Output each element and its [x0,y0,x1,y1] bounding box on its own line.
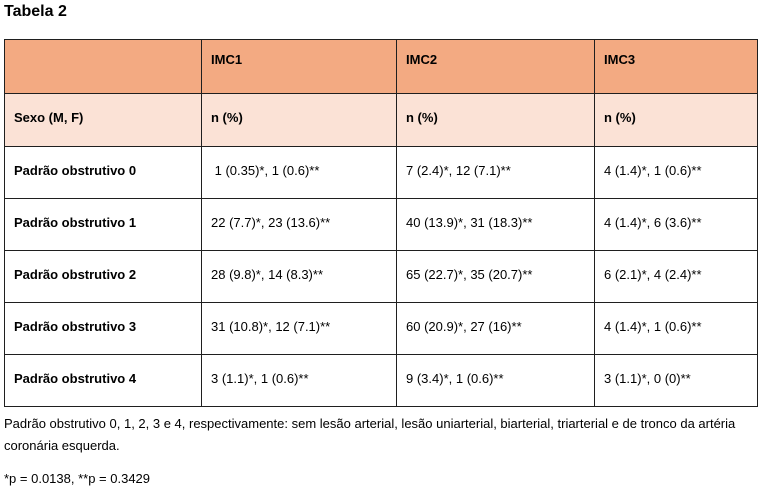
table-cell: 31 (10.8)*, 12 (7.1)** [202,303,397,355]
row-label: Padrão obstrutivo 4 [5,355,202,407]
table-subheader-row [5,94,758,147]
header-cell-imc3: IMC3 [595,40,758,94]
header-cell-imc2: IMC2 [397,40,595,94]
table-row [5,303,758,355]
table-cell: 3 (1.1)*, 1 (0.6)** [202,355,397,407]
table-cell: 4 (1.4)*, 6 (3.6)** [595,199,758,251]
table-cell: 28 (9.8)*, 14 (8.3)** [202,251,397,303]
table-cell: 4 (1.4)*, 1 (0.6)** [595,147,758,199]
table-cell: 4 (1.4)*, 1 (0.6)** [595,303,758,355]
row-label: Padrão obstrutivo 0 [5,147,202,199]
table-cell: 60 (20.9)*, 27 (16)** [397,303,595,355]
p-values-note: *p = 0.0138, **p = 0.3429 [4,471,151,486]
table-row [5,147,758,199]
table-header-row [5,40,758,94]
table-title: Tabela 2 [4,3,67,20]
table-row [5,251,758,303]
table-cell: 6 (2.1)*, 4 (2.4)** [595,251,758,303]
header-cell-imc1: IMC1 [202,40,397,94]
table-cell: 3 (1.1)*, 0 (0)** [595,355,758,407]
table-cell: 22 (7.7)*, 23 (13.6)** [202,199,397,251]
subheader-cell-sex: Sexo (M, F) [5,94,202,147]
table-cell: 40 (13.9)*, 31 (18.3)** [397,199,595,251]
table-cell: 7 (2.4)*, 12 (7.1)** [397,147,595,199]
header-cell-empty [5,40,202,94]
subheader-cell-imc2: n (%) [397,94,595,147]
table-cell: 65 (22.7)*, 35 (20.7)** [397,251,595,303]
data-table [4,39,758,407]
row-label: Padrão obstrutivo 2 [5,251,202,303]
row-label: Padrão obstrutivo 1 [5,199,202,251]
table-cell: 1 (0.35)*, 1 (0.6)** [202,147,397,199]
subheader-cell-imc3: n (%) [595,94,758,147]
table-cell: 9 (3.4)*, 1 (0.6)** [397,355,595,407]
subheader-cell-imc1: n (%) [202,94,397,147]
row-label: Padrão obstrutivo 3 [5,303,202,355]
table-row [5,355,758,407]
table-footnote: Padrão obstrutivo 0, 1, 2, 3 e 4, respectivamente: sem lesão arterial, lesão uniarterial, biarterial, triarterial e de tronco da artéria coronária esquerda. [4,416,736,453]
table-row [5,199,758,251]
